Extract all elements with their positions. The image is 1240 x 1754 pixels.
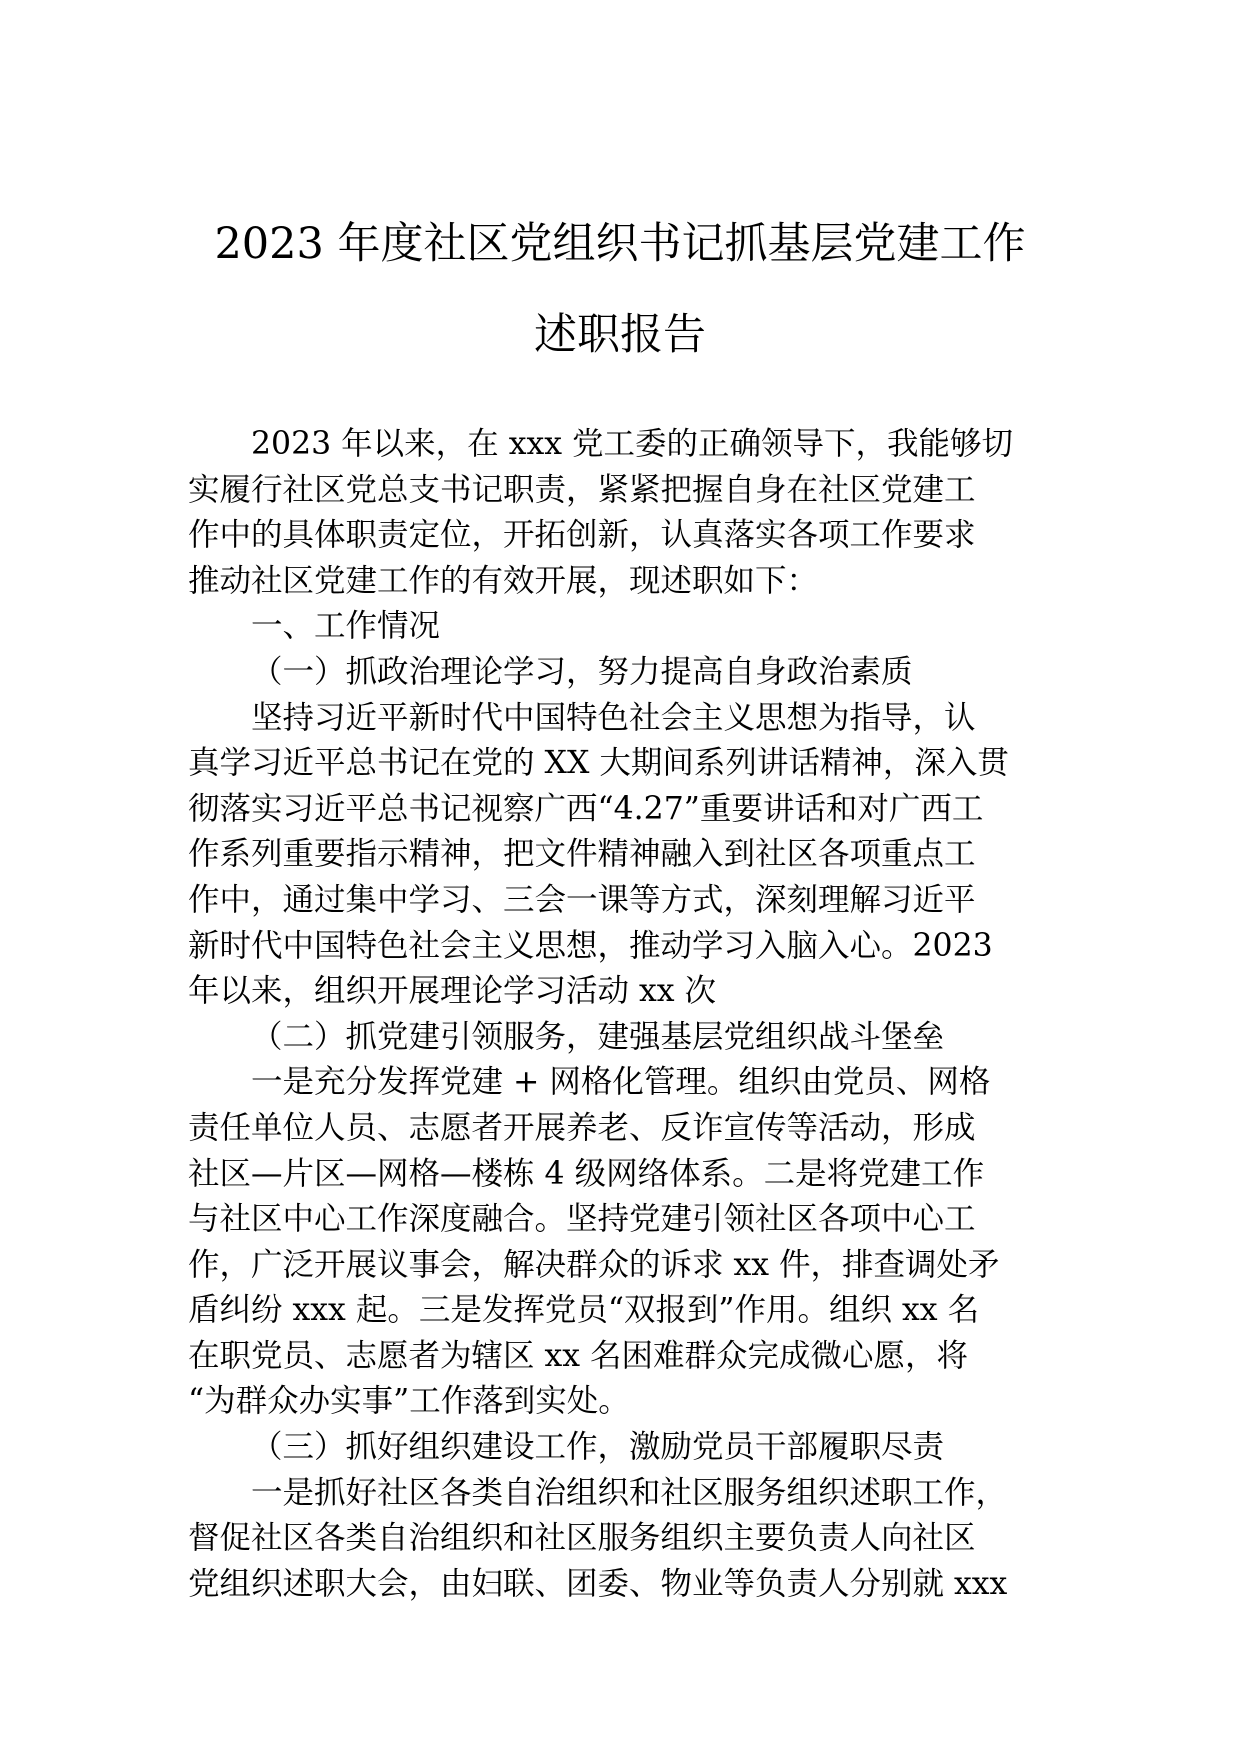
document-title-line-2: 述职报告 bbox=[534, 310, 706, 360]
body-text-line: （三）抓好组织建设工作，激励党员干部履职尽责 bbox=[251, 1429, 945, 1466]
body-text-line: 党组织述职大会，由妇联、团委、物业等负责人分别就 xxx bbox=[188, 1565, 1008, 1602]
body-text-line: 作系列重要指示精神，把文件精神融入到社区各项重点工 bbox=[188, 836, 976, 873]
body-text-line: 彻落实习近平总书记视察广西“4.27”重要讲话和对广西工 bbox=[188, 790, 984, 827]
body-text-line: 实履行社区党总支书记职责，紧紧把握自身在社区党建工 bbox=[188, 471, 976, 508]
document-body bbox=[188, 422, 1058, 1607]
body-text-line: 在职党员、志愿者为辖区 xx 名困难群众完成微心愿，将 bbox=[188, 1337, 969, 1374]
body-text-line: 督促社区各类自治组织和社区服务组织主要负责人向社区 bbox=[188, 1520, 976, 1557]
body-text-line: 推动社区党建工作的有效开展，现述职如下： bbox=[188, 562, 819, 599]
body-text-line: 与社区中心工作深度融合。坚持党建引领社区各项中心工 bbox=[188, 1201, 976, 1238]
body-text-line: 作，广泛开展议事会，解决群众的诉求 xx 件，排查调处矛 bbox=[188, 1246, 1000, 1283]
body-text-line: 一、工作情况 bbox=[251, 608, 441, 645]
body-text-line: 盾纠纷 xxx 起。三是发挥党员“双报到”作用。组织 xx 名 bbox=[188, 1292, 980, 1329]
body-text-line: （一）抓政治理论学习，努力提高自身政治素质 bbox=[251, 653, 913, 690]
body-text-line: 作中的具体职责定位，开拓创新，认真落实各项工作要求 bbox=[188, 517, 976, 554]
body-text-line: 一是充分发挥党建 + 网格化管理。组织由党员、网格 bbox=[251, 1064, 991, 1101]
body-text-line: 新时代中国特色社会主义思想，推动学习入脑入心。2023 bbox=[188, 927, 993, 964]
body-text-line: 社区—片区—网格—楼栋 4 级网络体系。二是将党建工作 bbox=[188, 1155, 985, 1192]
body-text-line: 真学习近平总书记在党的 XX 大期间系列讲话精神，深入贯 bbox=[188, 745, 1009, 782]
body-text-line: “为群众办实事”工作落到实处。 bbox=[188, 1383, 630, 1420]
body-text-line: 2023 年以来，在 xxx 党工委的正确领导下，我能够切 bbox=[251, 426, 1014, 462]
body-text-line: （二）抓党建引领服务，建强基层党组织战斗堡垒 bbox=[251, 1018, 945, 1055]
body-text-line: 一是抓好社区各类自治组织和社区服务组织述职工作， bbox=[251, 1474, 1008, 1511]
document-title-line-1: 2023 年度社区党组织书记抓基层党建工作 bbox=[214, 219, 1026, 269]
body-text-line: 年以来，组织开展理论学习活动 xx 次 bbox=[188, 973, 717, 1010]
body-text-line: 坚持习近平新时代中国特色社会主义思想为指导，认 bbox=[251, 699, 976, 736]
body-text-line: 责任单位人员、志愿者开展养老、反诈宣传等活动，形成 bbox=[188, 1109, 976, 1146]
body-text-line: 作中，通过集中学习、三会一课等方式，深刻理解习近平 bbox=[188, 881, 976, 918]
